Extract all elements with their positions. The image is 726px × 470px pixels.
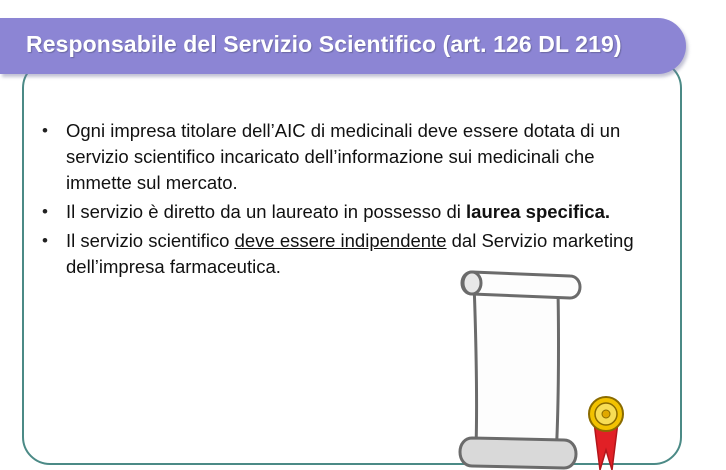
bullet-3-part-3: dal Servizio marketing dell’impresa farmaceutica. bbox=[66, 230, 634, 277]
bullet-2-part-1: Il servizio è diretto da un laureato in possesso di bbox=[66, 201, 467, 222]
parchment-bottom-roll bbox=[460, 438, 576, 468]
scroll-illustration bbox=[452, 262, 682, 470]
parchment-top-knob bbox=[463, 272, 481, 294]
bullet-text-2 bbox=[66, 199, 663, 225]
parchment-body bbox=[474, 284, 559, 458]
bullet-text-1 bbox=[66, 118, 663, 196]
bullet-3-part-2-underline: deve essere indipendente bbox=[234, 230, 447, 251]
bullet-2-part-2-bold: laurea specifica. bbox=[466, 201, 611, 222]
bullet-3-part-1: Il servizio scientifico bbox=[66, 230, 235, 251]
list-item bbox=[38, 118, 663, 196]
bullet-marker: • bbox=[42, 121, 48, 140]
bullet-marker: • bbox=[42, 231, 48, 250]
scroll-svg bbox=[452, 262, 682, 470]
bullet-1-part-1: Ogni impresa titolare dell’AIC di medicinali deve essere dotata di un servizio scientifico incaricato dell’informazione sui medicinali che immette sul mercato. bbox=[66, 120, 621, 193]
list-item bbox=[38, 199, 663, 225]
bullet-marker: • bbox=[42, 202, 48, 221]
gold-seal bbox=[589, 397, 623, 431]
page-title: Responsabile del Servizio Scientifico (art. 126 DL 219) bbox=[26, 31, 622, 57]
bullet-list bbox=[38, 118, 663, 283]
